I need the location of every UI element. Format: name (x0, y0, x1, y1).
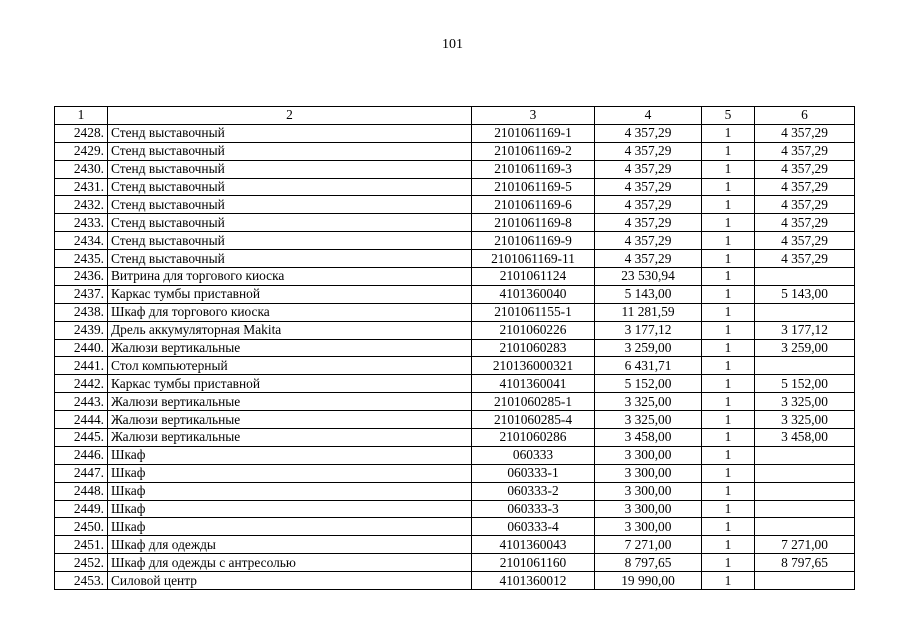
table-row (55, 321, 855, 339)
table-row (55, 339, 855, 357)
cell-item-number: 2448. (55, 482, 108, 500)
cell-total: 3 259,00 (755, 339, 855, 357)
header-col-1: 1 (55, 107, 108, 125)
cell-unit-price: 4 357,29 (595, 214, 702, 232)
header-col-6: 6 (755, 107, 855, 125)
cell-item-number: 2430. (55, 160, 108, 178)
cell-item-name: Дрель аккумуляторная Makita (108, 321, 472, 339)
cell-item-name: Шкаф (108, 482, 472, 500)
cell-total: 3 325,00 (755, 393, 855, 411)
cell-quantity: 1 (702, 554, 755, 572)
cell-item-number: 2444. (55, 411, 108, 429)
table-row (55, 250, 855, 268)
cell-item-number: 2452. (55, 554, 108, 572)
cell-quantity: 1 (702, 268, 755, 286)
cell-item-number: 2435. (55, 250, 108, 268)
cell-item-name: Стенд выставочный (108, 178, 472, 196)
cell-quantity: 1 (702, 429, 755, 447)
cell-inventory-code: 2101061160 (472, 554, 595, 572)
cell-item-number: 2441. (55, 357, 108, 375)
cell-total (755, 518, 855, 536)
table-row (55, 178, 855, 196)
cell-inventory-code: 060333-3 (472, 500, 595, 518)
cell-total: 5 143,00 (755, 285, 855, 303)
cell-inventory-code: 060333-2 (472, 482, 595, 500)
cell-item-number: 2450. (55, 518, 108, 536)
cell-item-number: 2442. (55, 375, 108, 393)
cell-quantity: 1 (702, 250, 755, 268)
cell-unit-price: 6 431,71 (595, 357, 702, 375)
cell-quantity: 1 (702, 393, 755, 411)
cell-unit-price: 4 357,29 (595, 160, 702, 178)
cell-inventory-code: 210136000321 (472, 357, 595, 375)
cell-total: 3 177,12 (755, 321, 855, 339)
cell-quantity: 1 (702, 500, 755, 518)
header-col-5: 5 (702, 107, 755, 125)
cell-unit-price: 3 300,00 (595, 446, 702, 464)
cell-item-name: Силовой центр (108, 572, 472, 590)
cell-unit-price: 4 357,29 (595, 196, 702, 214)
cell-unit-price: 4 357,29 (595, 232, 702, 250)
table-row (55, 572, 855, 590)
cell-quantity: 1 (702, 446, 755, 464)
cell-item-name: Жалюзи вертикальные (108, 339, 472, 357)
table-row (55, 375, 855, 393)
cell-item-number: 2438. (55, 303, 108, 321)
cell-item-number: 2440. (55, 339, 108, 357)
cell-total (755, 268, 855, 286)
cell-total (755, 482, 855, 500)
cell-item-name: Шкаф для одежды (108, 536, 472, 554)
table-row (55, 429, 855, 447)
cell-quantity: 1 (702, 285, 755, 303)
cell-inventory-code: 2101060286 (472, 429, 595, 447)
cell-unit-price: 7 271,00 (595, 536, 702, 554)
cell-inventory-code: 2101060226 (472, 321, 595, 339)
cell-quantity: 1 (702, 196, 755, 214)
cell-item-number: 2437. (55, 285, 108, 303)
cell-total: 8 797,65 (755, 554, 855, 572)
cell-unit-price: 5 143,00 (595, 285, 702, 303)
header-col-2: 2 (108, 107, 472, 125)
cell-unit-price: 4 357,29 (595, 124, 702, 142)
cell-total (755, 464, 855, 482)
cell-inventory-code: 2101061169-11 (472, 250, 595, 268)
table-row (55, 214, 855, 232)
cell-inventory-code: 2101061169-9 (472, 232, 595, 250)
cell-quantity: 1 (702, 124, 755, 142)
cell-inventory-code: 4101360040 (472, 285, 595, 303)
cell-total: 5 152,00 (755, 375, 855, 393)
cell-inventory-code: 2101060285-1 (472, 393, 595, 411)
cell-item-name: Стенд выставочный (108, 232, 472, 250)
cell-inventory-code: 2101061169-8 (472, 214, 595, 232)
cell-inventory-code: 2101061169-5 (472, 178, 595, 196)
cell-total: 4 357,29 (755, 142, 855, 160)
cell-unit-price: 3 325,00 (595, 393, 702, 411)
cell-total: 4 357,29 (755, 178, 855, 196)
cell-quantity: 1 (702, 536, 755, 554)
cell-unit-price: 3 300,00 (595, 464, 702, 482)
cell-item-name: Шкаф для одежды с антресолью (108, 554, 472, 572)
cell-inventory-code: 4101360041 (472, 375, 595, 393)
cell-total: 4 357,29 (755, 250, 855, 268)
cell-item-name: Жалюзи вертикальные (108, 411, 472, 429)
cell-item-number: 2433. (55, 214, 108, 232)
table-row (55, 446, 855, 464)
cell-inventory-code: 060333-4 (472, 518, 595, 536)
table-row (55, 268, 855, 286)
cell-unit-price: 23 530,94 (595, 268, 702, 286)
cell-inventory-code: 060333-1 (472, 464, 595, 482)
cell-item-name: Каркас тумбы приставной (108, 375, 472, 393)
cell-inventory-code: 060333 (472, 446, 595, 464)
cell-item-name: Шкаф для торгового киоска (108, 303, 472, 321)
table-row (55, 482, 855, 500)
cell-quantity: 1 (702, 178, 755, 196)
table-row (55, 196, 855, 214)
cell-total: 3 458,00 (755, 429, 855, 447)
cell-item-number: 2431. (55, 178, 108, 196)
cell-item-number: 2436. (55, 268, 108, 286)
cell-item-name: Стенд выставочный (108, 124, 472, 142)
cell-item-name: Стенд выставочный (108, 160, 472, 178)
table-body (55, 124, 855, 589)
cell-quantity: 1 (702, 303, 755, 321)
table-row (55, 232, 855, 250)
cell-unit-price: 3 325,00 (595, 411, 702, 429)
cell-item-name: Витрина для торгового киоска (108, 268, 472, 286)
cell-inventory-code: 2101060283 (472, 339, 595, 357)
cell-quantity: 1 (702, 321, 755, 339)
table-row (55, 518, 855, 536)
cell-unit-price: 3 300,00 (595, 482, 702, 500)
table-row (55, 554, 855, 572)
cell-unit-price: 5 152,00 (595, 375, 702, 393)
cell-unit-price: 19 990,00 (595, 572, 702, 590)
cell-unit-price: 8 797,65 (595, 554, 702, 572)
cell-total: 4 357,29 (755, 160, 855, 178)
cell-quantity: 1 (702, 482, 755, 500)
cell-inventory-code: 2101061169-2 (472, 142, 595, 160)
cell-unit-price: 11 281,59 (595, 303, 702, 321)
cell-quantity: 1 (702, 214, 755, 232)
cell-total: 4 357,29 (755, 124, 855, 142)
cell-item-number: 2453. (55, 572, 108, 590)
cell-inventory-code: 2101061169-3 (472, 160, 595, 178)
cell-inventory-code: 2101061124 (472, 268, 595, 286)
table-row (55, 160, 855, 178)
cell-item-number: 2449. (55, 500, 108, 518)
cell-unit-price: 4 357,29 (595, 142, 702, 160)
cell-total (755, 303, 855, 321)
cell-quantity: 1 (702, 339, 755, 357)
cell-total (755, 357, 855, 375)
cell-quantity: 1 (702, 518, 755, 536)
table-row (55, 411, 855, 429)
table-row (55, 393, 855, 411)
cell-unit-price: 3 458,00 (595, 429, 702, 447)
cell-item-name: Жалюзи вертикальные (108, 429, 472, 447)
cell-quantity: 1 (702, 572, 755, 590)
header-row (55, 107, 855, 125)
cell-total: 3 325,00 (755, 411, 855, 429)
cell-item-name: Стол компьютерный (108, 357, 472, 375)
cell-unit-price: 3 300,00 (595, 518, 702, 536)
cell-total (755, 500, 855, 518)
cell-item-name: Шкаф (108, 518, 472, 536)
cell-item-number: 2428. (55, 124, 108, 142)
cell-inventory-code: 2101061155-1 (472, 303, 595, 321)
cell-item-name: Жалюзи вертикальные (108, 393, 472, 411)
cell-inventory-code: 2101061169-6 (472, 196, 595, 214)
cell-total (755, 572, 855, 590)
cell-unit-price: 3 177,12 (595, 321, 702, 339)
cell-unit-price: 4 357,29 (595, 178, 702, 196)
cell-quantity: 1 (702, 411, 755, 429)
cell-item-name: Стенд выставочный (108, 196, 472, 214)
cell-item-number: 2446. (55, 446, 108, 464)
cell-unit-price: 4 357,29 (595, 250, 702, 268)
table-row (55, 500, 855, 518)
cell-item-number: 2447. (55, 464, 108, 482)
cell-item-number: 2445. (55, 429, 108, 447)
table-row (55, 536, 855, 554)
table-row (55, 464, 855, 482)
inventory-table (54, 106, 855, 590)
cell-item-number: 2434. (55, 232, 108, 250)
cell-item-name: Шкаф (108, 446, 472, 464)
cell-inventory-code: 4101360043 (472, 536, 595, 554)
page-number: 101 (442, 37, 463, 52)
cell-quantity: 1 (702, 464, 755, 482)
cell-total: 4 357,29 (755, 232, 855, 250)
cell-inventory-code: 2101060285-4 (472, 411, 595, 429)
table-row (55, 357, 855, 375)
cell-item-name: Стенд выставочный (108, 250, 472, 268)
cell-total: 4 357,29 (755, 196, 855, 214)
cell-inventory-code: 4101360012 (472, 572, 595, 590)
cell-quantity: 1 (702, 232, 755, 250)
cell-total: 7 271,00 (755, 536, 855, 554)
cell-item-number: 2443. (55, 393, 108, 411)
cell-item-number: 2451. (55, 536, 108, 554)
cell-item-name: Каркас тумбы приставной (108, 285, 472, 303)
cell-total (755, 446, 855, 464)
cell-unit-price: 3 300,00 (595, 500, 702, 518)
cell-item-number: 2439. (55, 321, 108, 339)
cell-item-name: Стенд выставочный (108, 214, 472, 232)
table-row (55, 285, 855, 303)
cell-item-name: Шкаф (108, 464, 472, 482)
header-col-3: 3 (472, 107, 595, 125)
table-row (55, 124, 855, 142)
table-row (55, 303, 855, 321)
cell-unit-price: 3 259,00 (595, 339, 702, 357)
cell-item-number: 2432. (55, 196, 108, 214)
cell-quantity: 1 (702, 142, 755, 160)
cell-item-name: Шкаф (108, 500, 472, 518)
cell-inventory-code: 2101061169-1 (472, 124, 595, 142)
cell-item-name: Стенд выставочный (108, 142, 472, 160)
cell-item-number: 2429. (55, 142, 108, 160)
cell-quantity: 1 (702, 375, 755, 393)
header-col-4: 4 (595, 107, 702, 125)
cell-total: 4 357,29 (755, 214, 855, 232)
cell-quantity: 1 (702, 357, 755, 375)
cell-quantity: 1 (702, 160, 755, 178)
table-row (55, 142, 855, 160)
